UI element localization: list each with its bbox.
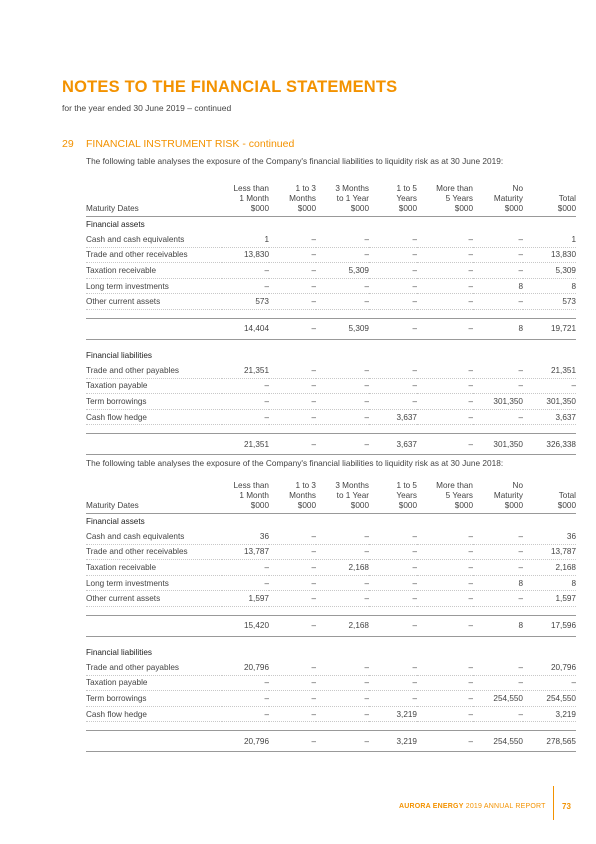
table-cell: – xyxy=(417,378,473,394)
table-cell: – xyxy=(369,318,417,339)
table-cell: 21,351 xyxy=(222,363,269,378)
table-cell: – xyxy=(523,675,576,691)
footer-report: 2019 ANNUAL REPORT xyxy=(465,803,546,810)
table-2019-intro: The following table analyses the exposure of the Company's financial liabilities to liquidity risk as at 30 June 2019: xyxy=(86,156,504,166)
table-cell: – xyxy=(316,675,369,691)
section-heading xyxy=(62,138,294,150)
table-cell: – xyxy=(222,575,269,591)
column-header-line: Maturity xyxy=(493,491,523,500)
table-cell: – xyxy=(417,409,473,425)
table-cell: – xyxy=(417,434,473,455)
table-cell: 19,721 xyxy=(523,318,576,339)
table-row xyxy=(86,706,576,722)
assets-total-row xyxy=(86,615,576,636)
table-cell: 21,351 xyxy=(222,434,269,455)
table-cell: 3,637 xyxy=(523,409,576,425)
table-cell: – xyxy=(222,691,269,707)
table-cell: – xyxy=(369,575,417,591)
table-row xyxy=(86,409,576,425)
table-cell: 8 xyxy=(473,318,523,339)
table-cell: – xyxy=(222,263,269,279)
column-header xyxy=(369,184,417,217)
column-header xyxy=(473,481,523,514)
table-cell: – xyxy=(269,263,316,279)
table-cell: – xyxy=(417,731,473,752)
column-header-line: Months xyxy=(289,194,316,203)
table-cell: 2,168 xyxy=(316,615,369,636)
table-cell: – xyxy=(417,394,473,410)
liquidity-table-2019 xyxy=(86,184,576,455)
table-cell: – xyxy=(417,675,473,691)
table-cell: – xyxy=(473,363,523,378)
liquidity-table-2018 xyxy=(86,481,576,752)
table-cell: 8 xyxy=(473,615,523,636)
column-header-line: $000 xyxy=(504,204,523,213)
table-cell: 278,565 xyxy=(523,731,576,752)
table-cell: – xyxy=(316,706,369,722)
table-cell: – xyxy=(222,560,269,576)
table-cell: – xyxy=(473,409,523,425)
column-header-line: Less than xyxy=(233,481,269,490)
column-header-line: 5 Years xyxy=(445,491,473,500)
table-cell: – xyxy=(269,394,316,410)
group-heading: Financial assets xyxy=(86,517,145,526)
table-cell: 301,350 xyxy=(473,434,523,455)
table-cell: – xyxy=(473,544,523,560)
column-header xyxy=(269,481,316,514)
footer-divider xyxy=(553,786,554,820)
row-label: Long term investments xyxy=(86,278,222,294)
column-header xyxy=(417,184,473,217)
column-header-line: 1 Month xyxy=(239,194,269,203)
column-header-line: Total xyxy=(558,194,576,203)
table-row xyxy=(86,544,576,560)
column-header xyxy=(316,481,369,514)
row-label: Trade and other receivables xyxy=(86,247,222,263)
table-cell: – xyxy=(269,434,316,455)
column-header xyxy=(269,184,316,217)
table-cell: 2,168 xyxy=(523,560,576,576)
table-header-row xyxy=(86,481,576,514)
table-cell: – xyxy=(369,529,417,544)
group-heading: Financial liabilities xyxy=(86,647,152,657)
column-header xyxy=(417,481,473,514)
row-label: Taxation payable xyxy=(86,675,222,691)
table-cell: 3,637 xyxy=(369,434,417,455)
column-header-line: $000 xyxy=(250,501,269,510)
table-cell: – xyxy=(316,529,369,544)
column-header-line: 5 Years xyxy=(445,194,473,203)
table-cell: – xyxy=(369,560,417,576)
table-cell: – xyxy=(269,247,316,263)
table-cell: – xyxy=(369,691,417,707)
column-header-line: Maturity xyxy=(493,194,523,203)
table-cell: 21,351 xyxy=(523,363,576,378)
table-cell: – xyxy=(316,247,369,263)
table-cell: – xyxy=(269,591,316,607)
table-cell: – xyxy=(417,294,473,310)
table-cell: 14,404 xyxy=(222,318,269,339)
table-cell: – xyxy=(316,278,369,294)
table-cell: – xyxy=(473,378,523,394)
table-cell: 254,550 xyxy=(523,691,576,707)
table-cell: – xyxy=(369,394,417,410)
table-cell: – xyxy=(417,691,473,707)
page-subtitle: for the year ended 30 June 2019 – continued xyxy=(62,103,232,113)
spacer-row xyxy=(86,606,576,615)
table-cell: – xyxy=(369,232,417,247)
column-header-line: 1 to 3 xyxy=(295,481,316,490)
table-cell: – xyxy=(316,731,369,752)
table-cell: – xyxy=(417,363,473,378)
table-cell: – xyxy=(369,294,417,310)
table-row xyxy=(86,691,576,707)
table-cell: – xyxy=(269,575,316,591)
column-header xyxy=(523,184,576,217)
table-cell: – xyxy=(222,409,269,425)
row-label: Taxation receivable xyxy=(86,263,222,279)
table-cell: – xyxy=(473,706,523,722)
table-cell: – xyxy=(369,660,417,675)
liabilities-total-row xyxy=(86,731,576,752)
table-cell: 301,350 xyxy=(523,394,576,410)
table-cell: – xyxy=(417,706,473,722)
table-cell: – xyxy=(369,363,417,378)
table-cell: – xyxy=(269,409,316,425)
footer-brand: AURORA ENERGY xyxy=(399,803,464,810)
column-header-line: $000 xyxy=(350,501,369,510)
table-cell: – xyxy=(417,560,473,576)
row-label: Cash and cash equivalents xyxy=(86,529,222,544)
table-cell: – xyxy=(269,675,316,691)
table-cell: – xyxy=(316,660,369,675)
table-cell: – xyxy=(417,529,473,544)
table-cell: – xyxy=(473,560,523,576)
table-cell: 8 xyxy=(523,278,576,294)
table-row xyxy=(86,263,576,279)
table-cell: – xyxy=(417,615,473,636)
table-cell: – xyxy=(269,318,316,339)
group-heading: Financial assets xyxy=(86,220,145,229)
table-cell: – xyxy=(316,378,369,394)
table-cell: – xyxy=(222,378,269,394)
table-cell: – xyxy=(269,560,316,576)
column-header-maturity-dates: Maturity Dates xyxy=(86,501,139,510)
table-row xyxy=(86,560,576,576)
column-header xyxy=(222,184,269,217)
column-header-line: 1 to 3 xyxy=(295,184,316,193)
table-cell: 254,550 xyxy=(473,691,523,707)
table-cell: 5,309 xyxy=(523,263,576,279)
table-row xyxy=(86,591,576,607)
column-header-line: Total xyxy=(558,491,576,500)
table-cell: 3,219 xyxy=(523,706,576,722)
table-cell: 13,787 xyxy=(523,544,576,560)
column-header xyxy=(523,481,576,514)
table-cell: – xyxy=(473,660,523,675)
table-cell: – xyxy=(222,675,269,691)
table-cell: – xyxy=(369,263,417,279)
table-cell: 1,597 xyxy=(523,591,576,607)
column-header-line: to 1 Year xyxy=(336,491,369,500)
table-cell: – xyxy=(473,232,523,247)
spacer-row xyxy=(86,636,576,645)
row-label: Term borrowings xyxy=(86,691,222,707)
table-cell: 20,796 xyxy=(523,660,576,675)
row-label: Taxation payable xyxy=(86,378,222,394)
table-cell: – xyxy=(222,394,269,410)
section-number: 29 xyxy=(62,138,74,150)
table-cell: – xyxy=(316,409,369,425)
table-cell: – xyxy=(316,394,369,410)
table-cell: – xyxy=(473,529,523,544)
row-label: Trade and other payables xyxy=(86,363,222,378)
table-cell: – xyxy=(269,615,316,636)
row-label xyxy=(86,731,222,752)
assets-total-row xyxy=(86,318,576,339)
table-cell: – xyxy=(316,363,369,378)
table-row xyxy=(86,575,576,591)
table-header-row xyxy=(86,184,576,217)
row-label: Cash and cash equivalents xyxy=(86,232,222,247)
table-cell: 5,309 xyxy=(316,318,369,339)
table-cell: – xyxy=(369,675,417,691)
section-title: FINANCIAL INSTRUMENT RISK - continued xyxy=(86,138,295,150)
table-row xyxy=(86,294,576,310)
table-cell: 8 xyxy=(473,575,523,591)
column-header-line: $000 xyxy=(297,501,316,510)
table-cell: – xyxy=(473,591,523,607)
column-header-line: Months xyxy=(289,491,316,500)
column-header-line: No xyxy=(512,184,523,193)
spacer-row xyxy=(86,425,576,434)
column-header-line: 1 to 5 xyxy=(396,481,417,490)
table-cell: – xyxy=(269,529,316,544)
table-cell: – xyxy=(369,247,417,263)
row-label: Term borrowings xyxy=(86,394,222,410)
column-header-line: More than xyxy=(436,184,473,193)
table-cell: 573 xyxy=(523,294,576,310)
table-cell: 1,597 xyxy=(222,591,269,607)
table-cell: 573 xyxy=(222,294,269,310)
table-cell: 326,338 xyxy=(523,434,576,455)
column-header-line: Years xyxy=(396,491,417,500)
table-cell: 8 xyxy=(523,575,576,591)
column-header-line: 1 Month xyxy=(239,491,269,500)
row-label: Trade and other receivables xyxy=(86,544,222,560)
row-label: Other current assets xyxy=(86,591,222,607)
table-cell: – xyxy=(417,232,473,247)
table-cell: – xyxy=(417,263,473,279)
table-cell: – xyxy=(269,363,316,378)
table-cell: – xyxy=(369,544,417,560)
table-cell: 13,830 xyxy=(523,247,576,263)
footer xyxy=(399,803,546,810)
spacer-row xyxy=(86,722,576,731)
column-header-line: $000 xyxy=(398,204,417,213)
column-header-line: to 1 Year xyxy=(336,194,369,203)
table-cell: 20,796 xyxy=(222,731,269,752)
table-row xyxy=(86,278,576,294)
column-header xyxy=(369,481,417,514)
table-cell: – xyxy=(417,544,473,560)
table-cell: – xyxy=(269,691,316,707)
table-cell: – xyxy=(473,675,523,691)
table-cell: – xyxy=(473,247,523,263)
table-row xyxy=(86,363,576,378)
spacer-row xyxy=(86,309,576,318)
table-row xyxy=(86,378,576,394)
table-cell: – xyxy=(316,575,369,591)
column-header-line: $000 xyxy=(557,204,576,213)
table-cell: – xyxy=(417,660,473,675)
table-row xyxy=(86,660,576,675)
table-row xyxy=(86,529,576,544)
table-cell: 301,350 xyxy=(473,394,523,410)
table-cell: 15,420 xyxy=(222,615,269,636)
table-cell: 2,168 xyxy=(316,560,369,576)
table-cell: – xyxy=(269,232,316,247)
column-header-line: Less than xyxy=(233,184,269,193)
table-cell: – xyxy=(473,263,523,279)
table-cell: – xyxy=(316,294,369,310)
column-header xyxy=(316,184,369,217)
page-number: 73 xyxy=(562,802,571,811)
row-label: Taxation receivable xyxy=(86,560,222,576)
group-heading: Financial liabilities xyxy=(86,350,152,360)
row-label: Other current assets xyxy=(86,294,222,310)
row-label xyxy=(86,318,222,339)
table-cell: 36 xyxy=(222,529,269,544)
table-cell: – xyxy=(269,706,316,722)
column-header-line: $000 xyxy=(454,501,473,510)
liabilities-total-row xyxy=(86,434,576,455)
table-row xyxy=(86,247,576,263)
group-heading-row xyxy=(86,645,576,660)
table-cell: – xyxy=(417,318,473,339)
table-cell: 36 xyxy=(523,529,576,544)
row-label: Trade and other payables xyxy=(86,660,222,675)
table-cell: 1 xyxy=(523,232,576,247)
table-cell: – xyxy=(269,378,316,394)
column-header xyxy=(222,481,269,514)
table-cell: – xyxy=(269,544,316,560)
table-cell: 20,796 xyxy=(222,660,269,675)
table-row xyxy=(86,394,576,410)
table-2018-intro: The following table analyses the exposure of the Company's financial liabilities to liquidity risk as at 30 June 2018: xyxy=(86,458,504,468)
table-cell: – xyxy=(369,615,417,636)
table-cell: – xyxy=(369,378,417,394)
group-heading-row xyxy=(86,348,576,363)
column-header-line: 3 Months xyxy=(335,184,369,193)
table-cell: 1 xyxy=(222,232,269,247)
table-cell: – xyxy=(473,294,523,310)
column-header-line: $000 xyxy=(350,204,369,213)
table-cell: – xyxy=(316,544,369,560)
spacer-row xyxy=(86,339,576,348)
table-cell: – xyxy=(417,591,473,607)
table-cell: – xyxy=(316,691,369,707)
column-header-line: More than xyxy=(436,481,473,490)
table-cell: – xyxy=(369,278,417,294)
table-cell: – xyxy=(269,731,316,752)
table-cell: – xyxy=(222,706,269,722)
table-cell: 17,596 xyxy=(523,615,576,636)
column-header-line: $000 xyxy=(504,501,523,510)
table-cell: 13,830 xyxy=(222,247,269,263)
table-cell: – xyxy=(417,575,473,591)
column-header-line: $000 xyxy=(454,204,473,213)
table-cell: 3,219 xyxy=(369,706,417,722)
table-row xyxy=(86,232,576,247)
table-cell: 5,309 xyxy=(316,263,369,279)
group-heading-row xyxy=(86,514,576,530)
table-cell: – xyxy=(417,278,473,294)
table-cell: – xyxy=(269,278,316,294)
table-cell: – xyxy=(269,294,316,310)
row-label: Long term investments xyxy=(86,575,222,591)
table-cell: – xyxy=(316,434,369,455)
column-header-line: No xyxy=(512,481,523,490)
table-cell: 3,637 xyxy=(369,409,417,425)
table-cell: – xyxy=(369,591,417,607)
row-label xyxy=(86,615,222,636)
row-label: Cash flow hedge xyxy=(86,706,222,722)
column-header-line: 1 to 5 xyxy=(396,184,417,193)
table-cell: – xyxy=(523,378,576,394)
table-row xyxy=(86,675,576,691)
column-header-line: $000 xyxy=(557,501,576,510)
table-cell: 8 xyxy=(473,278,523,294)
table-cell: – xyxy=(222,278,269,294)
row-label: Cash flow hedge xyxy=(86,409,222,425)
table-cell: 254,550 xyxy=(473,731,523,752)
table-cell: – xyxy=(269,660,316,675)
table-cell: – xyxy=(316,591,369,607)
column-header-line: 3 Months xyxy=(335,481,369,490)
table-cell: – xyxy=(417,247,473,263)
column-header-line: Years xyxy=(396,194,417,203)
group-heading-row xyxy=(86,217,576,233)
column-header-line: $000 xyxy=(250,204,269,213)
row-label xyxy=(86,434,222,455)
table-cell: 3,219 xyxy=(369,731,417,752)
column-header-line: $000 xyxy=(297,204,316,213)
column-header-line: $000 xyxy=(398,501,417,510)
column-header-maturity-dates: Maturity Dates xyxy=(86,204,139,213)
column-header xyxy=(473,184,523,217)
page-title: NOTES TO THE FINANCIAL STATEMENTS xyxy=(62,78,398,96)
table-cell: 13,787 xyxy=(222,544,269,560)
table-cell: – xyxy=(316,232,369,247)
